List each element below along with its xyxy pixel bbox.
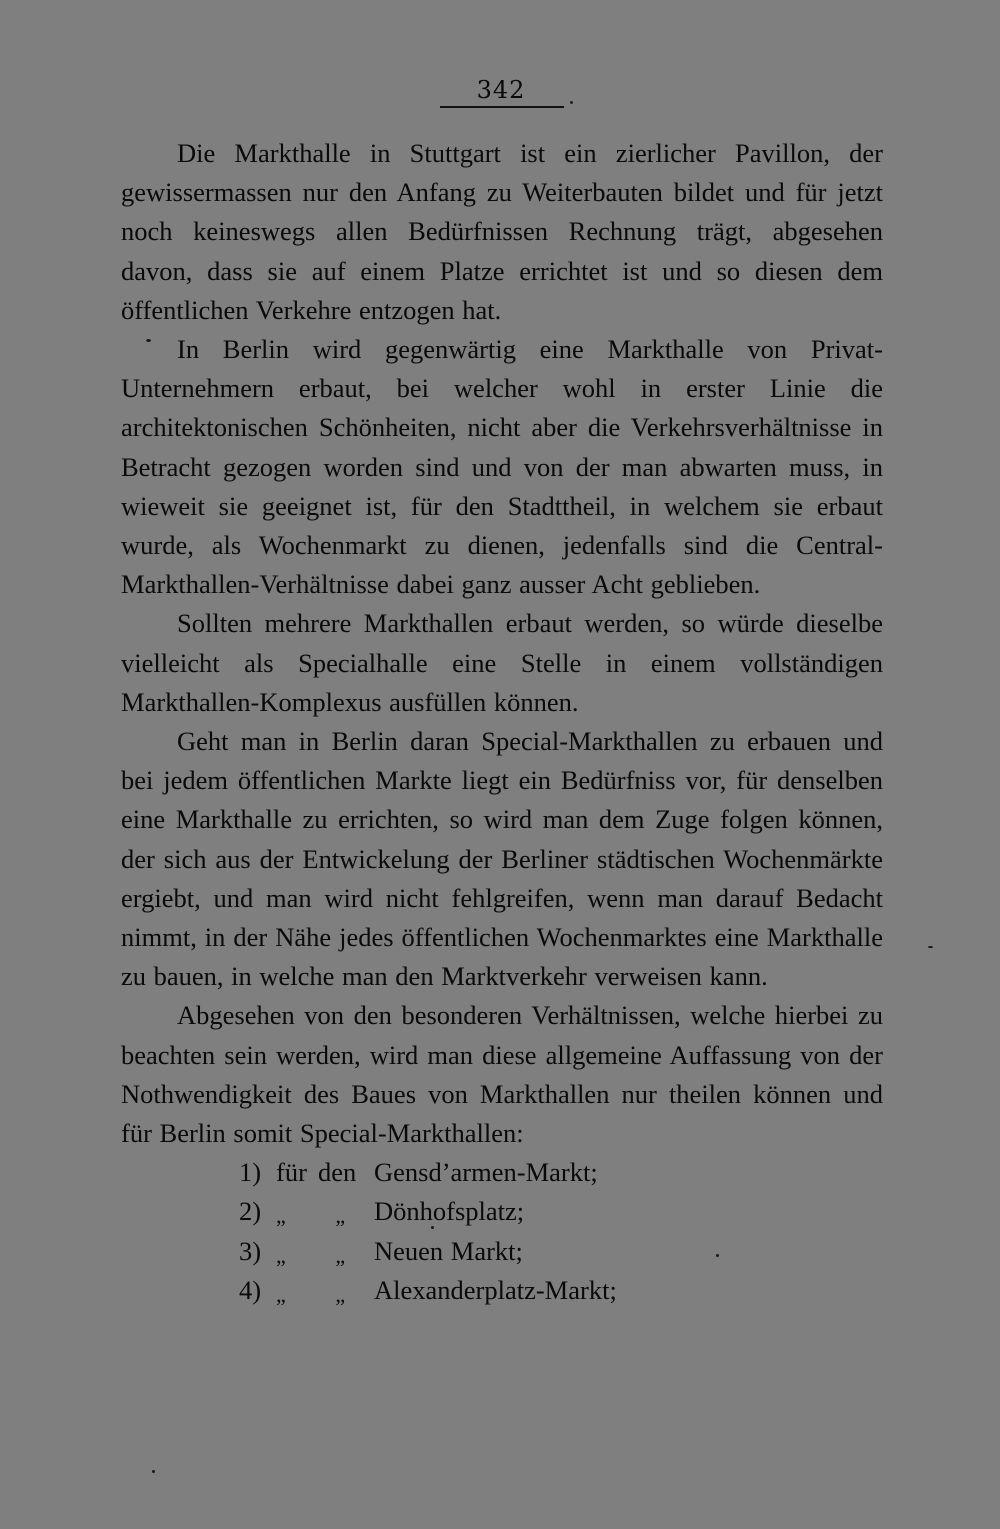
print-speck: [431, 1226, 434, 1229]
print-speck: [716, 1254, 719, 1257]
print-speck: [928, 946, 933, 948]
list-place: Neuen Markt;: [374, 1235, 523, 1266]
print-speck: [152, 1470, 155, 1473]
list-item: [121, 1271, 883, 1310]
list-item: [121, 1192, 883, 1231]
list-preposition: für: [276, 1157, 307, 1188]
list-article: den: [318, 1157, 357, 1188]
paragraph-mehrere-markthallen: Sollten mehrere Markthallen erbaut werden, so würde dieselbe vielleicht als Specialhalle eine Stelle in einem vollständigen Markthallen-Komplexus ausfüllen können.: [121, 608, 883, 717]
page-number: 342: [476, 76, 526, 104]
paragraph-stuttgart: Die Markthalle in Stuttgart ist ein zierlicher Pavillon, der gewissermassen nur den Anfang zu Weiterbauten bildet und für jetzt noch keineswegs allen Bedürfnissen Rechnung trägt, abgesehen davon, dass sie auf einem Platze errichtet ist und so diesen dem öffentlichen Verkehre entzogen hat.: [121, 138, 883, 325]
list-item: [121, 1232, 883, 1271]
list-number: 2): [239, 1196, 262, 1227]
list-item: [121, 1153, 883, 1192]
paragraph-special-markthallen: Geht man in Berlin daran Special-Markthallen zu erbauen und bei jedem öffentlichen Markte liegt ein Bedürfniss vor, für denselben eine Markthalle zu errichten, so wird man dem Zuge folgen können, der sich aus der Entwickelung der Berliner städtischen Wochenmärkte ergiebt, und man wird nicht fehlgreifen, wenn man darauf Bedacht nimmt, in der Nähe jedes öffentlichen Wochenmarktes eine Markthalle zu bauen, in welche man den Marktverkehr verweisen kann.: [121, 726, 883, 992]
print-speck: [146, 339, 151, 342]
ditto-mark: „: [335, 1242, 346, 1268]
list-number: 1): [239, 1157, 262, 1188]
ditto-mark: „: [276, 1242, 286, 1268]
ditto-mark: „: [276, 1203, 286, 1229]
list-number: 4): [239, 1274, 262, 1305]
ditto-mark: „: [335, 1281, 346, 1307]
print-speck: [570, 101, 573, 104]
list-place: Alexanderplatz-Markt;: [374, 1274, 617, 1305]
body-text: [121, 134, 883, 1310]
list-place: Gensd’armen-Markt;: [374, 1157, 598, 1188]
paragraph-berlin-markthalle: In Berlin wird gegenwärtig eine Markthalle von Privat-Unternehmern erbaut, bei welcher wohl in erster Linie die architektonischen Schönheiten, nicht aber die Verkehrsverhältnisse in Betracht gezogen worden sind und von der man abwarten muss, in wieweit sie geeignet ist, für den Stadttheil, in welchem sie erbaut wurde, als Wochenmarkt zu dienen, jedenfalls sind die Central-Markthallen-Verhältnisse dabei ganz ausser Acht geblieben.: [121, 334, 883, 600]
markthallen-list: [121, 1153, 883, 1310]
page-number-rule: [440, 106, 564, 108]
list-number: 3): [239, 1235, 262, 1266]
paragraph-abgesehen: Abgesehen von den besonderen Verhältnissen, welche hierbei zu beachten sein werden, wird man diese allgemeine Auffassung von der Nothwendigkeit des Baues von Markthallen nur theilen können und für Berlin somit Special-Markthallen:: [121, 1000, 883, 1149]
ditto-mark: „: [335, 1203, 346, 1229]
list-place: Dönhofsplatz;: [374, 1196, 525, 1227]
ditto-mark: „: [276, 1281, 286, 1307]
